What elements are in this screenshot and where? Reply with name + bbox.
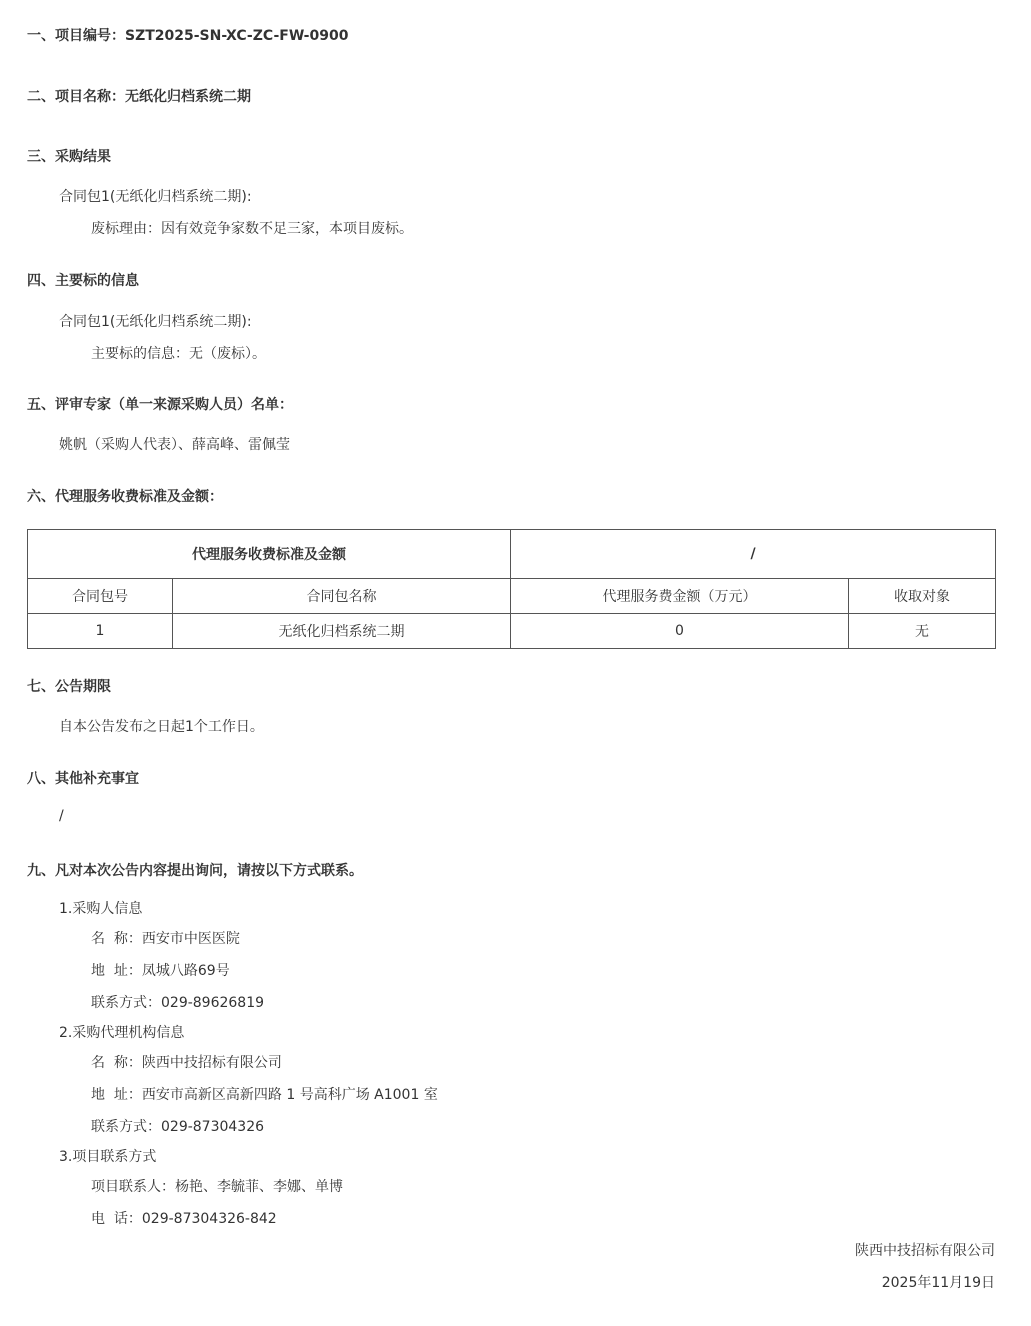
agency-info-title: 2.采购代理机构信息 bbox=[59, 1025, 185, 1041]
section-contact: 九、凡对本次公告内容提出询问，请按以下方式联系。 bbox=[27, 863, 363, 879]
fee-table-column-row bbox=[28, 579, 996, 614]
subject-package: 合同包1(无纸化归档系统二期): bbox=[59, 314, 252, 330]
notice-period-detail: 自本公告发布之日起1个工作日。 bbox=[59, 719, 264, 735]
buyer-address: 地 址：凤城八路69号 bbox=[91, 963, 230, 979]
buyer-name: 名 称：西安市中医医院 bbox=[91, 931, 240, 947]
other-matters-detail: / bbox=[59, 808, 64, 824]
project-contact-title: 3.项目联系方式 bbox=[59, 1149, 157, 1165]
col-package-no: 合同包号 bbox=[28, 579, 173, 614]
section-experts: 五、评审专家（单一来源采购人员）名单： bbox=[27, 397, 293, 413]
col-charge-target: 收取对象 bbox=[849, 579, 996, 614]
project-name-value: 无纸化归档系统二期 bbox=[125, 89, 251, 105]
fee-table-header-row bbox=[28, 530, 996, 579]
table-row bbox=[28, 614, 996, 649]
project-number-label: 一、项目编号： bbox=[27, 28, 125, 44]
col-fee-amount: 代理服务费金额（万元） bbox=[511, 579, 849, 614]
agency-name: 名 称：陕西中技招标有限公司 bbox=[91, 1055, 282, 1071]
cell-package-name: 无纸化归档系统二期 bbox=[173, 614, 511, 649]
cell-package-no: 1 bbox=[28, 614, 173, 649]
section-main-subject: 四、主要标的信息 bbox=[27, 273, 139, 289]
cell-fee-amount: 0 bbox=[511, 614, 849, 649]
agency-phone: 联系方式：029-87304326 bbox=[91, 1119, 265, 1135]
fee-table bbox=[27, 529, 996, 649]
buyer-phone: 联系方式：029-89626819 bbox=[91, 995, 265, 1011]
section-agency-fee: 六、代理服务收费标准及金额： bbox=[27, 489, 223, 505]
col-package-name: 合同包名称 bbox=[173, 579, 511, 614]
fee-header-value: / bbox=[511, 530, 996, 579]
project-contact-persons: 项目联系人：杨艳、李毓菲、李娜、单博 bbox=[91, 1179, 343, 1195]
section-notice-period: 七、公告期限 bbox=[27, 679, 111, 695]
project-name-label: 二、项目名称： bbox=[27, 89, 125, 105]
experts-list: 姚帆（采购人代表）、薛高峰、雷佩莹 bbox=[59, 437, 290, 453]
result-detail: 废标理由：因有效竞争家数不足三家，本项目废标。 bbox=[91, 221, 413, 237]
cell-charge-target: 无 bbox=[849, 614, 996, 649]
result-package: 合同包1(无纸化归档系统二期): bbox=[59, 189, 252, 205]
agency-address: 地 址：西安市高新区高新四路 1 号高科广场 A1001 室 bbox=[91, 1087, 438, 1103]
project-number bbox=[27, 25, 348, 45]
footer-date: 2025年11月19日 bbox=[881, 1275, 995, 1291]
project-contact-phone: 电 话：029-87304326-842 bbox=[91, 1211, 277, 1227]
section-other-matters: 八、其他补充事宜 bbox=[27, 771, 139, 787]
subject-detail: 主要标的信息：无（废标）。 bbox=[91, 346, 266, 362]
section-procurement-result: 三、采购结果 bbox=[27, 149, 111, 165]
project-name bbox=[27, 86, 251, 106]
footer-company: 陕西中技招标有限公司 bbox=[855, 1243, 995, 1259]
buyer-info-title: 1.采购人信息 bbox=[59, 901, 143, 917]
fee-header-label: 代理服务收费标准及金额 bbox=[28, 530, 511, 579]
project-number-value: SZT2025-SN-XC-ZC-FW-0900 bbox=[125, 28, 349, 44]
